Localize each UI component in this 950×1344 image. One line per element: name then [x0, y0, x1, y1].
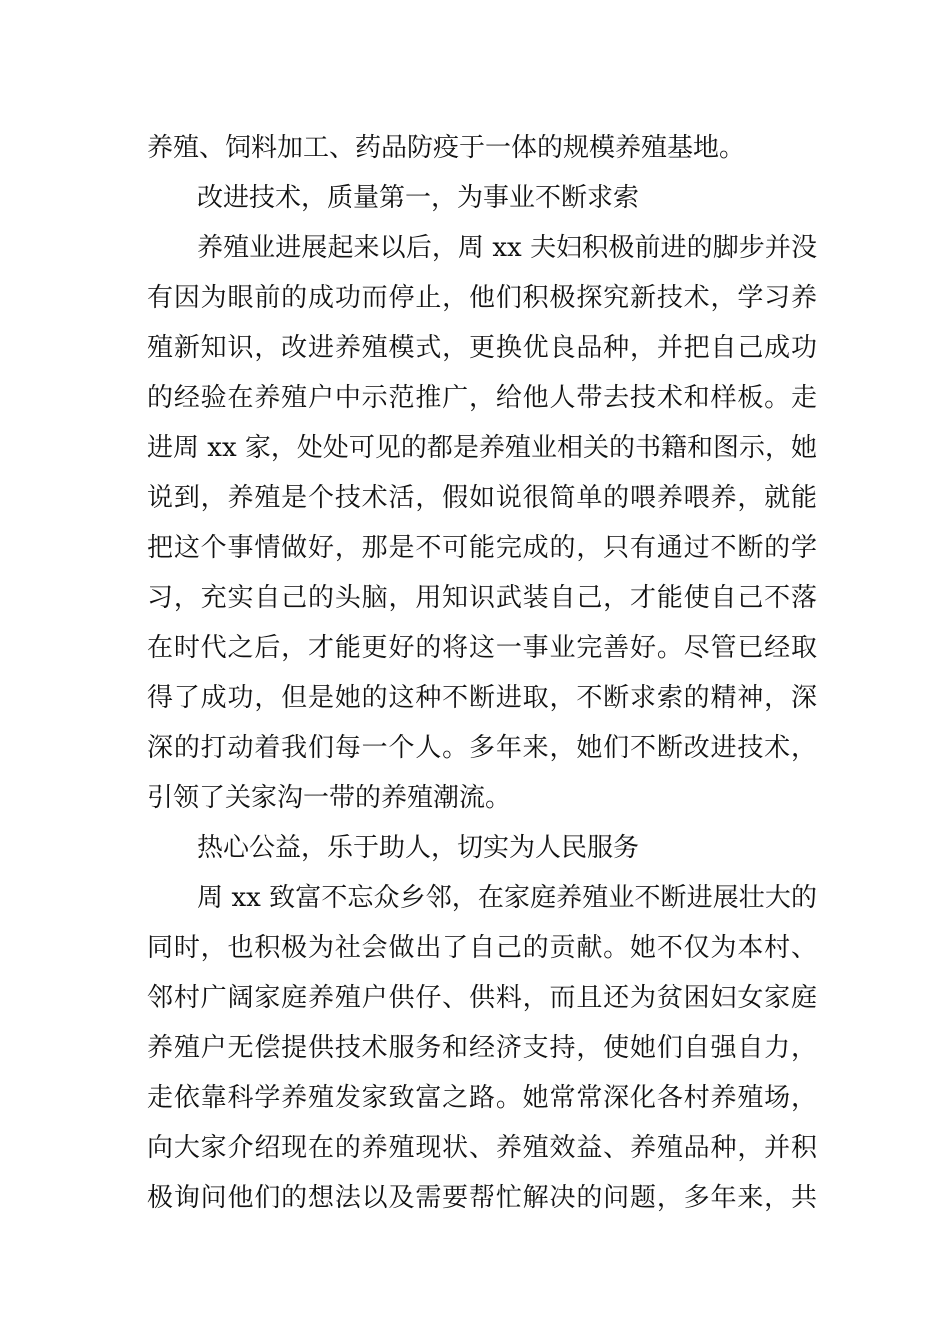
- text-line-12: 得了成功，但是她的这种不断进取，不断求索的精神，深: [147, 683, 817, 713]
- text-line-10: 习，充实自己的头脑，用知识武装自己，才能使自己不落: [147, 583, 817, 613]
- text-line-13: 深的打动着我们每一个人。多年来，她们不断改进技术，: [147, 733, 817, 763]
- text-line-22: 极询问他们的想法以及需要帮忙解决的问题，多年来，共: [147, 1183, 817, 1213]
- text-line-4: 有因为眼前的成功而停止，他们积极探究新技术，学习养: [147, 283, 817, 313]
- text-line-11: 在时代之后，才能更好的将这一事业完善好。尽管已经取: [147, 633, 817, 663]
- text-line-14: 引领了关家沟一带的养殖潮流。: [147, 783, 512, 813]
- text-line-19: 养殖户无偿提供技术服务和经济支持，使她们自强自力，: [147, 1033, 817, 1063]
- text-line-20: 走依靠科学养殖发家致富之路。她常常深化各村养殖场，: [147, 1083, 817, 1113]
- text-line-17: 同时，也积极为社会做出了自己的贡献。她不仅为本村、: [147, 933, 817, 963]
- text-line-18: 邻村广阔家庭养殖户供仔、供料，而且还为贫困妇女家庭: [147, 983, 817, 1013]
- text-line-5: 殖新知识，改进养殖模式，更换优良品种，并把自己成功: [147, 333, 817, 363]
- text-line-9: 把这个事情做好，那是不可能完成的，只有通过不断的学: [147, 533, 817, 563]
- text-line-1: 养殖、饲料加工、药品防疫于一体的规模养殖基地。: [147, 133, 746, 163]
- text-line-8: 说到，养殖是个技术活，假如说很简单的喂养喂养，就能: [147, 483, 817, 513]
- text-line-6: 的经验在养殖户中示范推广，给他人带去技术和样板。走: [147, 383, 817, 413]
- text-line-3: 养殖业进展起来以后，周 xx 夫妇积极前进的脚步并没: [197, 233, 817, 263]
- text-line-21: 向大家介绍现在的养殖现状、养殖效益、养殖品种，并积: [147, 1133, 817, 1163]
- section-heading-tech: 改进技术，质量第一，为事业不断求索: [197, 183, 640, 213]
- text-line-7: 进周 xx 家，处处可见的都是养殖业相关的书籍和图示，她: [147, 433, 817, 463]
- text-line-16: 周 xx 致富不忘众乡邻，在家庭养殖业不断进展壮大的: [197, 883, 817, 913]
- section-heading-service: 热心公益，乐于助人，切实为人民服务: [197, 833, 640, 863]
